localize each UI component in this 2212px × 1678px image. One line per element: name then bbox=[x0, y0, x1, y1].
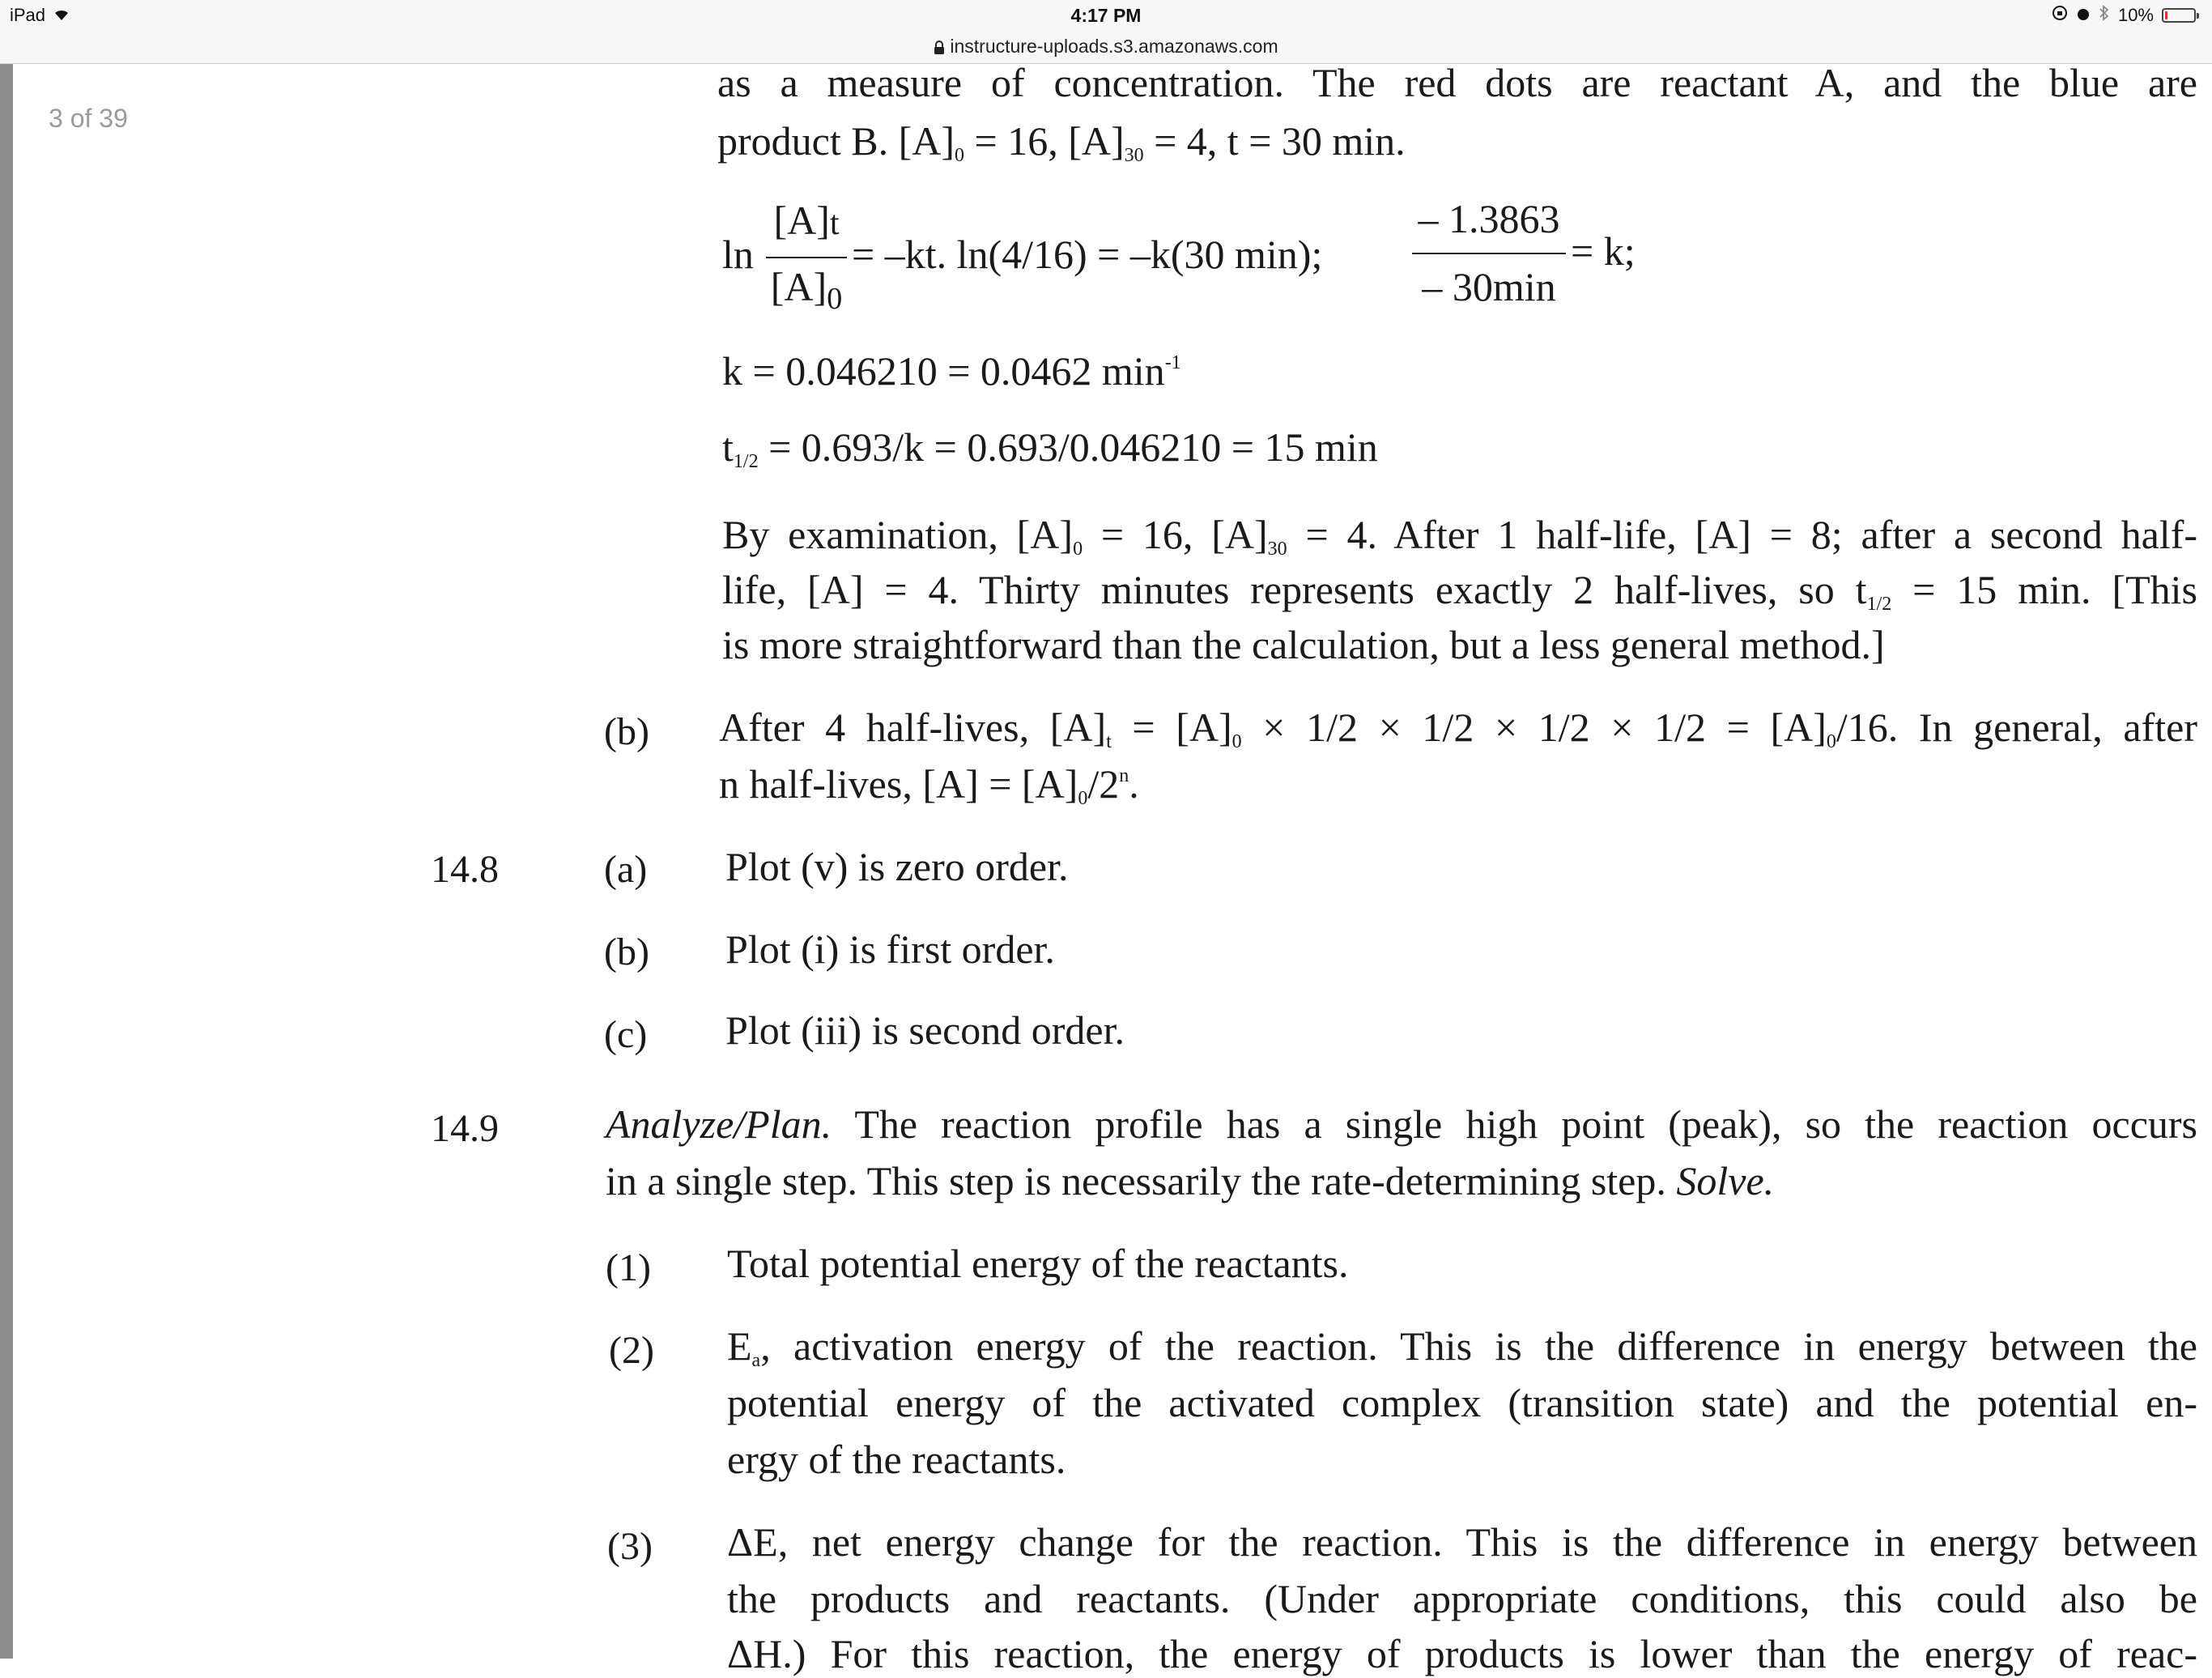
text-line: Plot (v) is zero order. bbox=[725, 844, 1069, 889]
text-line: product B. $[A]_0 = 16$, $[A]_{30} = 4$, t = 30 min. bbox=[717, 118, 1406, 166]
text-line: $E_a$, activation energy of the reaction. This is the difference in energy between the bbox=[727, 1323, 2197, 1371]
text-line: as a measure of concentration. The red dots are reactant A, and the blue are bbox=[717, 60, 2197, 105]
fraction-bar bbox=[1412, 253, 1566, 254]
fraction-k bbox=[1412, 194, 1566, 316]
text-line: n half-lives, $[A] = [A]_0/2^n$. bbox=[719, 761, 1139, 809]
url-text: instructure-uploads.s3.amazonaws.com bbox=[950, 36, 1278, 57]
equation-half-life: $t_{1/2} = 0.693/k = 0.693/0.046210 = 15$ min bbox=[722, 424, 1378, 472]
item-label: (b) bbox=[604, 710, 649, 753]
text-line: Plot (i) is first order. bbox=[725, 926, 1055, 972]
text-line: After 4 half-lives, $[A]_t = [A]_0 \times 1/2 \times 1/2 \times 1/2 \times 1/2 = [A]_0/16$. In general, after bbox=[719, 705, 2197, 752]
text-line: the products and reactants. (Under appropriate conditions, this could also be bbox=[727, 1576, 2197, 1621]
text-line: ΔE, net energy change for the reaction. This is the difference in energy between bbox=[727, 1519, 2197, 1565]
item-label: (c) bbox=[604, 1013, 648, 1056]
item-label: (1) bbox=[606, 1246, 651, 1289]
problem-number: 14.9 bbox=[431, 1107, 499, 1150]
text-line: is more straightforward than the calculation, but a less general method.] bbox=[722, 622, 1885, 667]
problem-number: 14.8 bbox=[431, 848, 499, 891]
text-line: Plot (iii) is second order. bbox=[725, 1007, 1125, 1053]
fraction-numerator: – 1.3863 bbox=[1418, 196, 1560, 241]
page-indicator: 3 of 39 bbox=[49, 104, 128, 133]
fraction-denominator: – 30min bbox=[1422, 264, 1556, 309]
equation-end: = k; bbox=[1571, 228, 1636, 274]
battery-percent: 10% bbox=[2117, 5, 2154, 25]
item-label: (2) bbox=[609, 1329, 654, 1372]
clock: 4:17 PM bbox=[1070, 5, 1142, 26]
text-line: ΔH.) For this reaction, the energy of products is lower than the energy of reac- bbox=[727, 1631, 2197, 1676]
text-line: Analyze/Plan. The reaction profile has a single high point (peak), so the reaction occurs bbox=[606, 1101, 2197, 1147]
equation-k-value: k = 0.046210 = 0.0462 $\min^{-1}$ bbox=[722, 348, 1181, 394]
text-line: life, [A] = 4. Thirty minutes represents exactly 2 half-lives, so $t_{1/2} = 15$ min. [This bbox=[722, 567, 2197, 615]
text-line: ergy of the reactants. bbox=[727, 1437, 1066, 1482]
item-label: (b) bbox=[604, 931, 649, 973]
fraction-ln-ratio bbox=[766, 196, 847, 317]
text-line: Total potential energy of the reactants. bbox=[727, 1241, 1349, 1286]
item-label: (3) bbox=[607, 1525, 653, 1568]
fraction-bar bbox=[766, 257, 847, 258]
fraction-denominator: $[A]_0$ bbox=[770, 264, 843, 316]
text-line: potential energy of the activated complex (transition state) and the potential en- bbox=[727, 1380, 2197, 1425]
device-name: iPad bbox=[10, 5, 46, 25]
item-label: (a) bbox=[604, 848, 648, 891]
text-line: By examination, $[A]_0 = 16$, $[A]_{30} = 4$. After 1 half-life, [A] = 8; after a second half- bbox=[722, 512, 2198, 560]
equation-ln: ln bbox=[722, 232, 754, 277]
text-line: in a single step. This step is necessarily the rate-determining step. Solve. bbox=[606, 1158, 1775, 1203]
fraction-numerator: [A]t bbox=[773, 198, 840, 243]
equation-middle: = –kt. ln(4/16) = –k(30 min); bbox=[852, 232, 1323, 277]
